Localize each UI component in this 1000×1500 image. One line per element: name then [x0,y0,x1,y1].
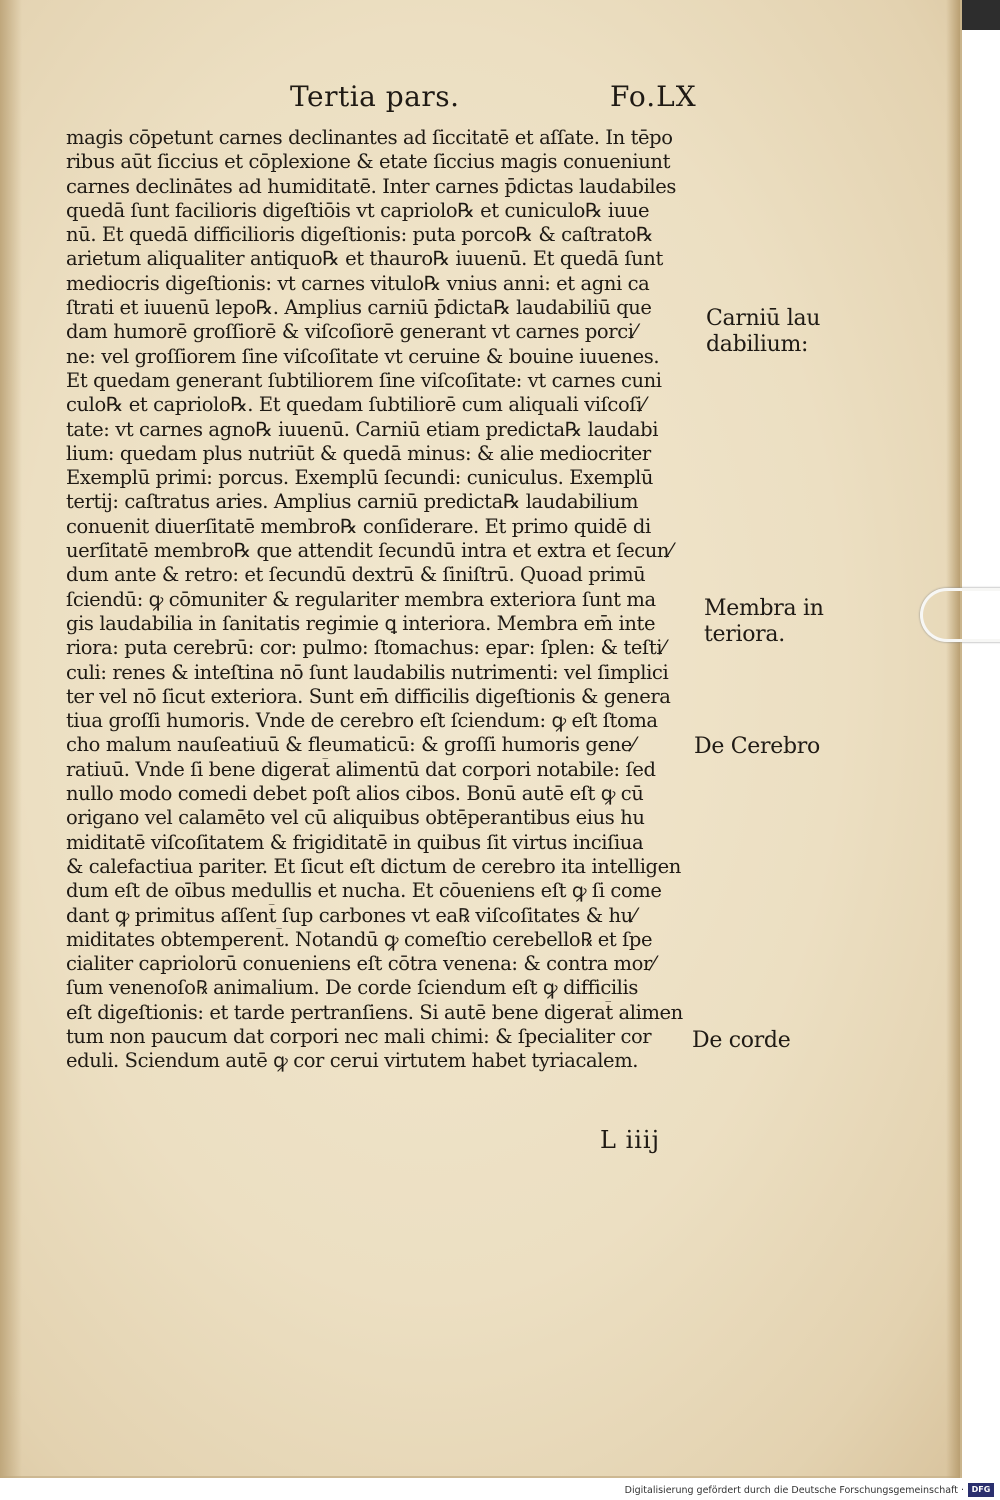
running-head: Tertia pars. [290,80,460,113]
text-line: dum eſt de oībus medullis et nucha. Et cōueniens eſt ꝙ ſi come [66,879,662,903]
text-line: lium: quedam plus nutriūt & quedā minus: & alie mediocriter [66,441,651,465]
text-line: uerſitatē membro℞ que attendit ſecundū intra et extra et ſecun⁄ [66,539,672,563]
text-line: carnes declinātes ad humiditatē. Inter carnes p̄dictas laudabiles [66,174,677,198]
text-line: miditatē viſcoſitatem & frigiditatē in quibus ſit virtus inciſiua [66,830,644,854]
marginal-note-line: dabilium: [706,332,809,357]
text-line: miditates obtemperent̄. Notandū ꝙ comeſtio cerebello℞ et ſpe [66,927,653,951]
text-line: mediocris digeſtionis: vt carnes vitulo℞ vnius anni: et agni ca [66,271,650,295]
page-spine-shadow [0,0,22,1478]
text-line: tertij: caſtratus aries. Amplius carniū predicta℞ laudabilium [66,490,639,514]
text-line: ribus aūt ſiccius et cōplexione & etate ſiccius magis conueniunt [66,150,671,174]
marginal-note-membra [704,596,824,648]
marginal-note-carnium [706,306,820,358]
text-line: nū. Et quedā difficilioris digeſtionis: puta porco℞ & caſtrato℞ [66,223,654,247]
page-clip [920,588,1000,642]
text-line: cho malum nauſeatiuū & fleumaticū: & groſſi humoris gene⁄ [66,733,635,757]
page-edge-shadow [946,0,960,1478]
text-line: dam humorē groſſiorē & viſcoſiorē generant vt carnes porci⁄ [66,320,637,344]
text-line: quedā ſunt facilioris digeſtiōis vt capriolo℞ et cuniculo℞ iuue [66,198,650,222]
digitization-credit: Digitalisierung gefördert durch die Deutsche Forschungsgemeinschaft · [624,1485,964,1496]
text-line: culo℞ et capriolo℞. Et quedam ſubtiliorē cum aliquali viſcoſi⁄ [66,393,645,417]
body-text-block [66,126,706,1074]
text-line: & calefactiua pariter. Et ſicut eſt dictum de cerebro ita intelligen [66,854,681,878]
text-line: ratiuū. Vnde ſi bene digerat̄ alimentū dat corpori notabile: ſed [66,757,656,781]
signature-mark: L iiij [600,1126,661,1154]
marginal-note-corde: De corde [692,1028,791,1053]
text-line: Et quedam generant ſubtiliorem ſine viſcoſitate: vt carnes cuni [66,368,662,392]
text-line: gis laudabilia in ſanitatis regimie ꝗ interiora. Membra em̄ inte [66,611,656,635]
text-line: tiua groſſi humoris. Vnde de cerebro eſt ſciendum: ꝙ eſt ſtoma [66,709,658,733]
marginal-note-line: Carniū lau [706,306,821,331]
text-line: conuenit diuerſitatē membro℞ conſiderare. Et primo quidē di [66,514,651,538]
marginal-note-cerebro: De Cerebro [694,734,820,759]
text-line: tum non paucum dat corpori nec mali chimi: & ſpecialiter cor [66,1024,652,1048]
text-line: eſt digeſtionis: et tarde pertranſiens. Si autē bene digerat̄ alimen [66,1000,683,1024]
text-line: eduli. Sciendum autē ꝙ cor cerui virtutem habet tyriacalem. [66,1049,639,1073]
marginal-note-line: Membra in [704,596,824,621]
marginal-note-line: teriora. [704,622,785,647]
text-line: origano vel calamēto vel cū aliquibus obtēperantibus eius hu [66,806,645,830]
folio-number: Fo.LX [610,80,697,113]
text-line: riora: puta cerebrū: cor: pulmo: ſtomachus: epar: ſplen: & teſti⁄ [66,636,665,660]
text-line: ſum venenoſo℞ animalium. De corde ſciendum eſt ꝙ difficilis [66,976,638,1000]
text-line: ter vel nō ſicut exteriora. Sunt em̄ difficilis digeſtionis & genera [66,684,671,708]
text-line: magis cōpetunt carnes declinantes ad ſiccitatē et aſſate. In tēpo [66,126,673,149]
text-line: ſciendū: ꝙ cōmuniter & regulariter membra exteriora ſunt ma [66,587,656,611]
text-line: Exemplū primi: porcus. Exemplū ſecundi: cuniculus. Exemplū [66,466,654,490]
text-line: culi: renes & inteſtina nō ſunt laudabilis nutrimenti: vel ſimplici [66,660,669,684]
text-line: ne: vel groſſiorem ſine viſcoſitate vt ceruine & bouine iuuenes. [66,344,660,368]
text-line: arietum aliqualiter antiquo℞ et thauro℞ iuuenū. Et quedā ſunt [66,247,663,271]
text-line: dant ꝙ primitus aſſent̄ ſup carbones vt ea℞ viſcoſitates & hu⁄ [66,903,636,927]
text-line: ſtrati et iuuenū lepo℞. Amplius carniū p̄dicta℞ laudabiliū que [66,296,652,320]
text-line: nullo modo comedi debet poſt alios cibos. Bonū autē eſt ꝙ cū [66,782,644,806]
text-line: cialiter capriolorū conueniens eſt cōtra venena: & contra mor⁄ [66,952,655,976]
dfg-logo: DFG [968,1483,994,1497]
text-line: dum ante & retro: et ſecundū dextrū & ſiniſtrū. Quoad primū [66,563,646,587]
text-line: tate: vt carnes agno℞ iuuenū. Carniū etiam predicta℞ laudabi [66,417,659,441]
